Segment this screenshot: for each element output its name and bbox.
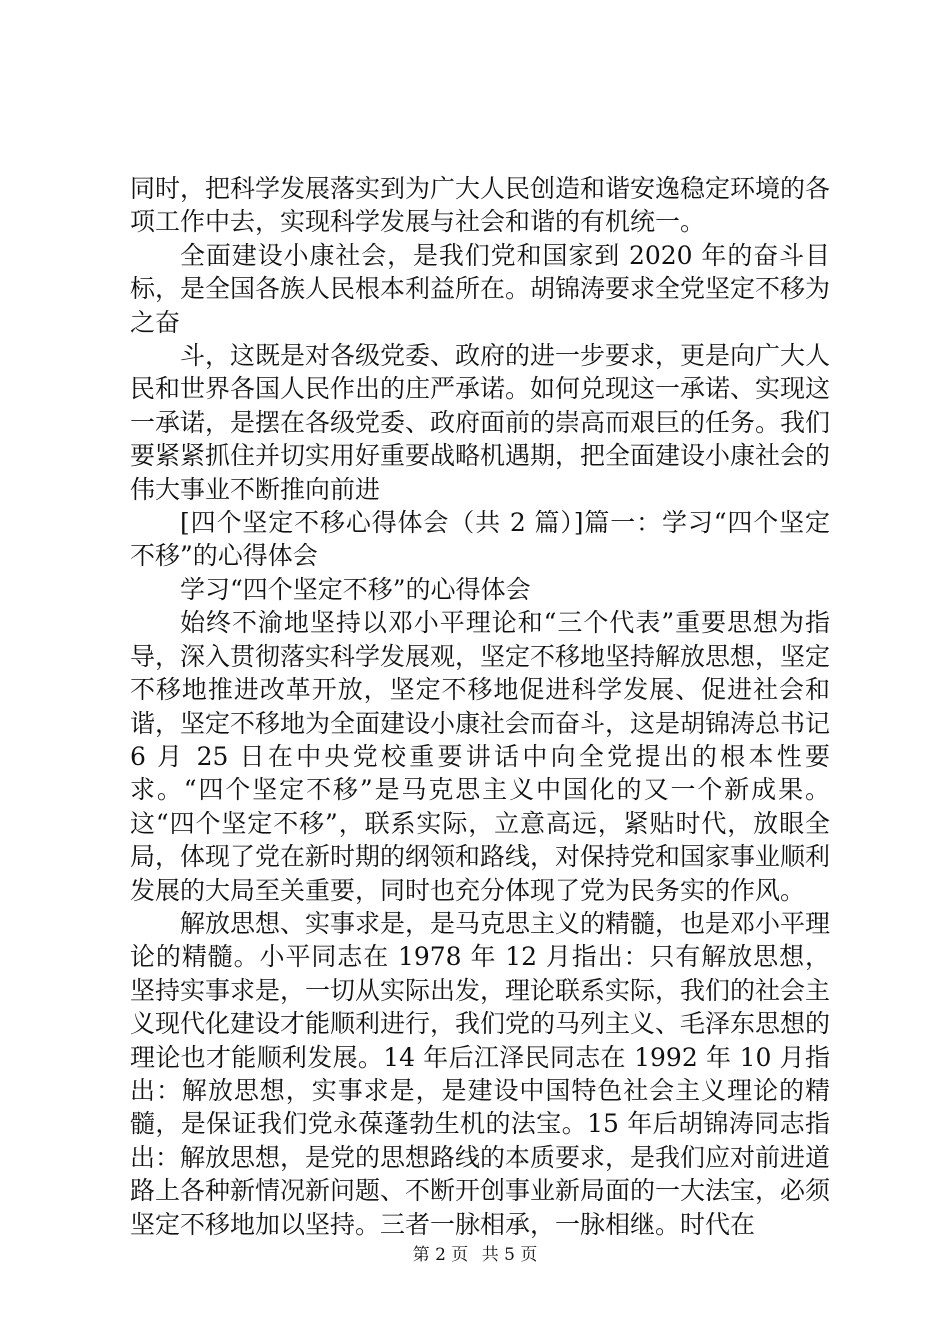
- paragraph-1: 同时，把科学发展落实到为广大人民创造和谐安逸稳定环境的各项工作中去，实现科学发展与社会和谐的有机统一。: [130, 174, 831, 237]
- article-title: 学习“四个坚定不移”的心得体会: [180, 574, 531, 604]
- paragraph-3: 斗，这既是对各级党委、政府的进一步要求，更是向广大人民和世界各国人民作出的庄严承诺。如何兑现这一承诺、实现这一承诺，是摆在各级党委、政府面前的崇高而艰巨的任务。我们要紧紧抓住并切实用好重要战略机遇期，把全面建设小康社会的伟大事业不断推向前进: [130, 341, 831, 504]
- page-footer: [0, 1244, 950, 1266]
- paragraph-6: 始终不渝地坚持以邓小平理论和“三个代表”重要思想为指导，深入贯彻落实科学发展观，坚定不移地坚持解放思想，坚定不移地推进改革开放，坚定不移地促进科学发展、促进社会和谐，坚定不移地为全面建设小康社会而奋斗，这是胡锦涛总书记 6 月 25 日在中央党校重要讲话中向全党提出的根本性要求。“四个坚定不移”是马克思主义中国化的又一个新成果。这“四个坚定不移”，联系实际，立意高远，紧贴时代，放眼全局，体现了党在新时期的纲领和路线，对保持党和国家事业顺利发展的大局至关重要，同时也充分体现了党为民务实的作风。: [130, 608, 831, 905]
- paragraph-7: 解放思想、实事求是，是马克思主义的精髓，也是邓小平理论的精髓。小平同志在 1978 年 12 月指出：只有解放思想，坚持实事求是，一切从实际出发，理论联系实际，我们的社会主义现代化建设才能顺利进行，我们党的马列主义、毛泽东思想的理论也才能顺利发展。14 年后江泽民同志在 1992 年 10 月指出：解放思想，实事求是，是建设中国特色社会主义理论的精髓，是保证我们党永葆蓬勃生机的法宝。15 年后胡锦涛同志指出：解放思想，是党的思想路线的本质要求，是我们应对前进道路上各种新情况新问题、不断开创事业新局面的一大法宝，必须坚定不移地加以坚持。三者一脉相承，一脉相继。时代在: [130, 908, 831, 1239]
- page-total: 共 5 页: [481, 1245, 538, 1265]
- page-number: 第 2 页: [412, 1245, 469, 1265]
- section-heading: [四个坚定不移心得体会（共 2 篇）]篇一：学习“四个坚定不移”的心得体会: [130, 508, 830, 571]
- paragraph-2: 全面建设小康社会，是我们党和国家到 2020 年的奋斗目标，是全国各族人民根本利益所在。胡锦涛要求全党坚定不移为之奋: [130, 240, 831, 337]
- document-body: [130, 172, 830, 1241]
